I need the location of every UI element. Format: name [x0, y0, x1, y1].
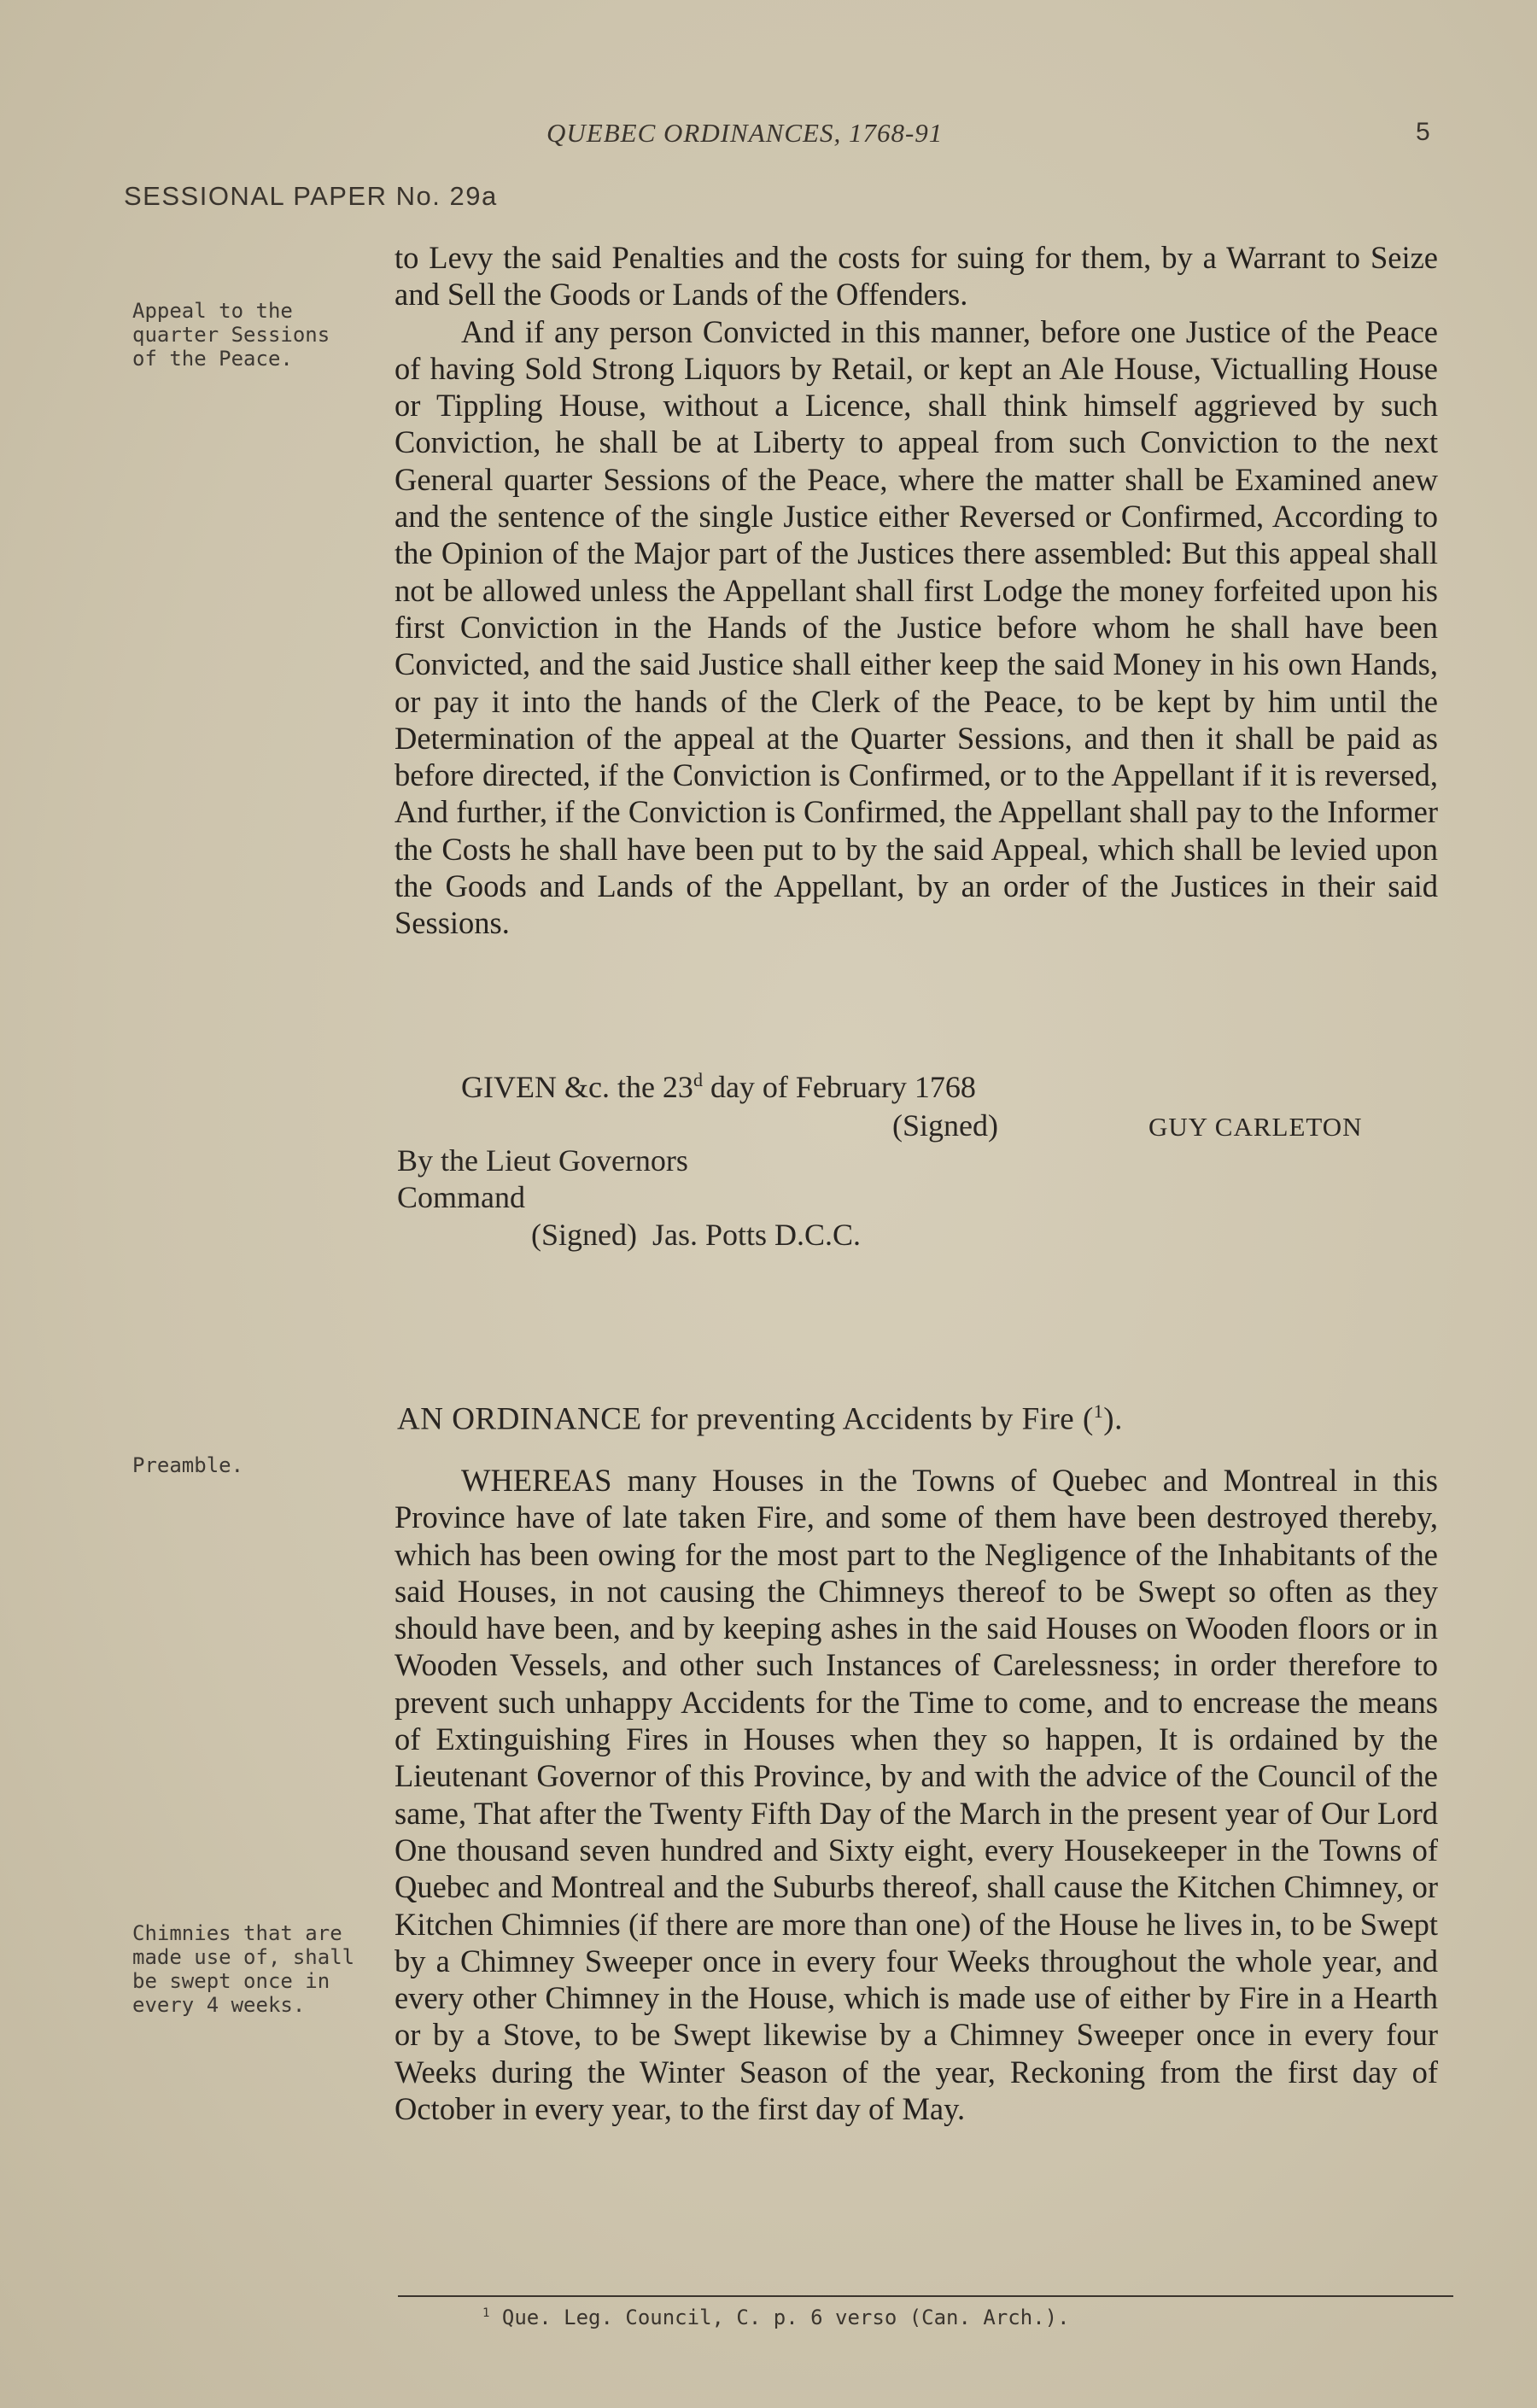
margin-note-appeal: Appeal to the quarter Sessions of the Peace.: [132, 299, 330, 371]
heading-footnote-marker: 1: [1093, 1400, 1104, 1422]
sessional-paper-label: SESSIONAL PAPER No. 29a: [124, 181, 498, 211]
margin-note-preamble: Preamble.: [132, 1453, 244, 1477]
signed-label: (Signed): [892, 1108, 998, 1143]
given-date-line: [461, 1069, 976, 1105]
footnote-text: Que. Leg. Council, C. p. 6 verso (Can. Arch.).: [489, 2306, 1070, 2329]
signatory-name: GUY CARLETON: [1148, 1112, 1363, 1142]
footnote: [482, 2306, 1070, 2329]
paragraph-levy: to Levy the said Penalties and the costs for suing for them, by a Warrant to Seize and Sell the Goods or Lands of the Offenders.: [394, 240, 1438, 313]
footnote-marker: 1: [482, 2306, 490, 2320]
given-prefix: GIVEN &c. the 23: [461, 1070, 693, 1104]
margin-note-chimnies: Chimnies that are made use of, shall be swept once in every 4 weeks.: [132, 1921, 355, 2017]
running-head: QUEBEC ORDINANCES, 1768-91: [546, 118, 944, 148]
page-number: 5: [1416, 118, 1430, 146]
second-ordinance-body: [394, 1462, 1438, 2127]
ordinance-heading: [397, 1400, 1123, 1437]
command-line-1: By the Lieut Governors: [397, 1143, 688, 1178]
given-superscript: d: [693, 1069, 703, 1090]
heading-text: AN ORDINANCE for preventing Accidents by Fire (: [397, 1401, 1094, 1437]
given-suffix: day of February 1768: [702, 1070, 976, 1104]
paragraph-whereas: WHEREAS many Houses in the Towns of Quebec and Montreal in this Province have of late taken Fire, and some of them have been destroyed thereby, which has been owing for the most part to the Negligence of the Inhabitants of the said Houses, in not causing the Chimneys thereof to be Swept so often as they should have been, and by keeping ashes in the said Houses on Wooden floors or in Wooden Vessels, and other such Instances of Carelessness; in order therefore to prevent such unhappy Accidents for the Time to come, and to encrease the means of Extinguishing Fires in Houses when they so happen, It is ordained by the Lieutenant Governor of this Province, by and with the advice of the Council of the same, That after the Twenty Fifth Day of the March in the present year of Our Lord One thousand seven hundred and Sixty eight, every Housekeeper in the Towns of Quebec and Montreal and the Suburbs thereof, shall cause the Kitchen Chimney, or Kitchen Chimnies (if there are more than one) of the House he lives in, to be Swept by a Chimney Sweeper once in every four Weeks throughout the whole year, and every other Chimney in the House, which is made use of either by Fire in a Hearth or by a Stove, to be Swept likewise by a Chimney Sweeper once in every four Weeks during the Winter Season of the year, Reckoning from the first day of October in every year, to the first day of May.: [394, 1463, 1438, 2127]
heading-close: ).: [1103, 1401, 1123, 1437]
paragraph-appeal: And if any person Convicted in this manner, before one Justice of the Peace of having Sold Strong Liquors by Retail, or kept an Ale House, Victualling House or Tippling House, without a Licence, shall think himself aggrieved by such Conviction, he shall be at Liberty to appeal from such Conviction to the next General quarter Sessions of the Peace, where the matter shall be Examined anew and the sentence of the single Justice either Reversed or Confirmed, According to the Opinion of the Major part of the Justices there assembled: But this appeal shall not be allowed unless the Appellant shall first Lodge the money forfeited upon his first Conviction in the Hands of the Justice before whom he shall have been Convicted, and the said Justice shall either keep the said Money in his own Hands, or pay it into the hands of the Clerk of the Peace, to be kept by him until the Determination of the appeal at the Quarter Sessions, and then it shall be paid as before directed, if the Conviction is Confirmed, or to the Appellant if it is reversed, And further, if the Conviction is Confirmed, the Appellant shall pay to the Informer the Costs he shall have been put to by the said Appeal, which shall be levied upon the Goods and Lands of the Appellant, by an order of the Justices in their said Sessions.: [394, 313, 1438, 941]
command-line: [397, 1143, 824, 1216]
first-ordinance-body: [394, 239, 1438, 942]
clerk-signature: (Signed) Jas. Potts D.C.C.: [531, 1218, 862, 1252]
command-line-2: Command: [397, 1180, 525, 1214]
footnote-rule: [398, 2295, 1453, 2297]
